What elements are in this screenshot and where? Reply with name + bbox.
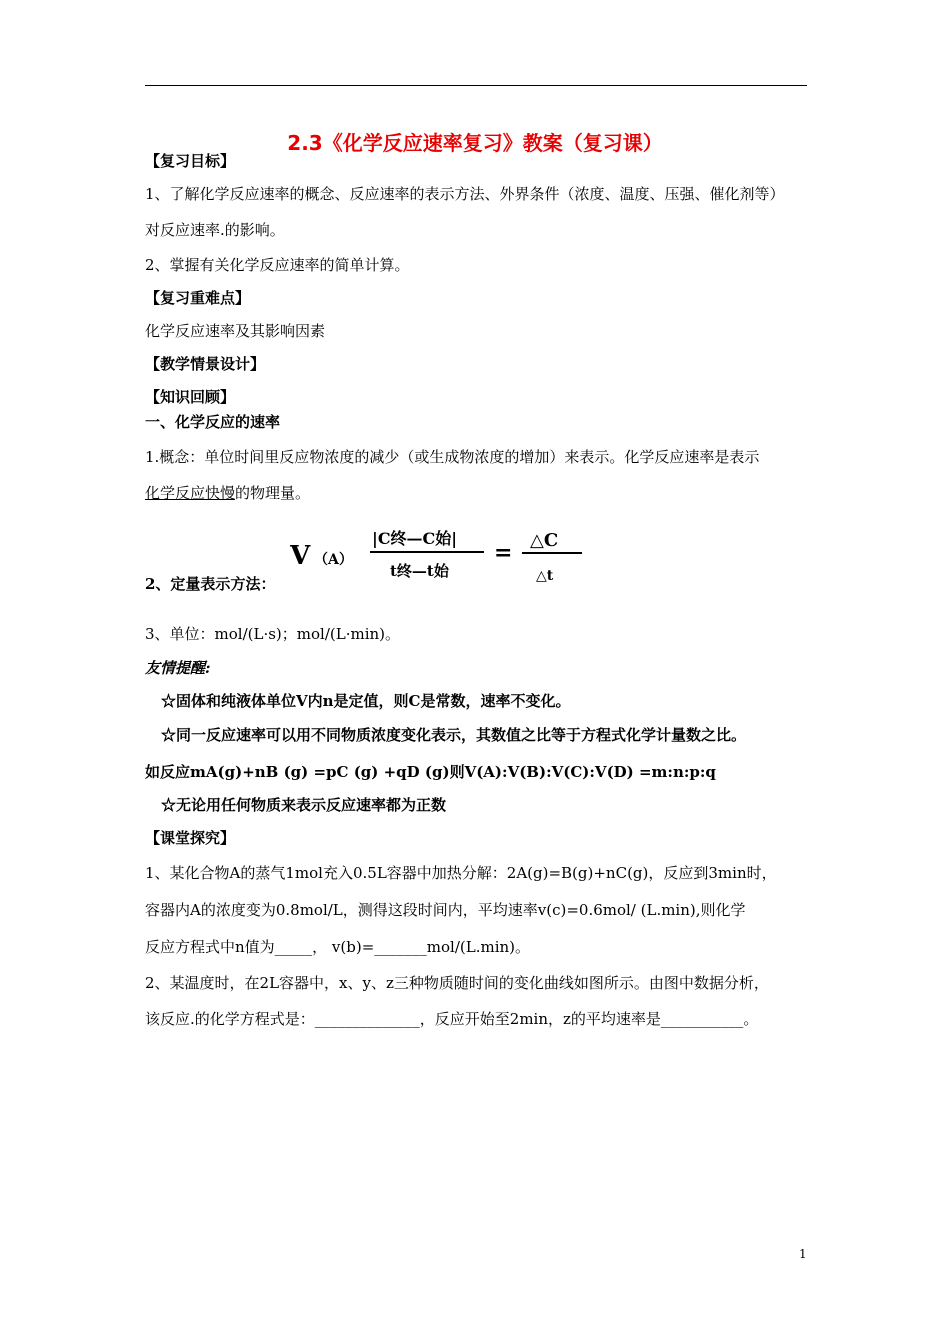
goals-heading: 【复习目标】: [145, 152, 236, 170]
quant-label: 2、定量表示方法：: [145, 575, 276, 593]
question-1-line-a: 1、某化合物A的蒸气1mol充入0.5L容器中加热分解：2A(g)=B(g)+nC(g)，反应到3min时，: [145, 864, 777, 882]
header-rule: [145, 85, 807, 86]
tip-1: ☆固体和纯液体单位V内n是定值，则C是常数，速率不变化。: [161, 692, 571, 710]
formula-denominator: t终—t始: [390, 562, 449, 580]
question-1-line-c: 反应方程式中n值为_____， v(b)=_______mol/(L.min)。: [145, 938, 530, 956]
question-2-line-a: 2、某温度时，在2L容器中，x、y、z三种物质随时间的变化曲线如图所示。由图中数据分析，: [145, 974, 769, 992]
concept-line-b: [145, 486, 310, 501]
question-2-line-b: 该反应.的化学方程式是：______________，反应开始至2min，z的平均速率是___________。: [145, 1010, 759, 1028]
review-heading: 【知识回顾】: [145, 388, 236, 406]
goal-2: 2、掌握有关化学反应速率的简单计算。: [145, 256, 410, 274]
formula-a: （A）: [314, 552, 353, 568]
section-1-heading: 一、化学反应的速率: [145, 413, 281, 431]
reminder-label: 友情提醒:: [145, 659, 211, 677]
unit-line: 3、单位：mol/(L·s)；mol/(L·min)。: [145, 625, 401, 643]
concept-line-a: 1.概念：单位时间里反应物浓度的减少（或生成物浓度的增加）来表示。化学反应速率是表示: [145, 448, 760, 466]
question-1-line-b: 容器内A的浓度变为0.8mol/L，测得这段时间内，平均速率v(c)=0.6mol/ (L.min),则化学: [145, 901, 746, 919]
formula-equals: =: [494, 540, 513, 566]
goal-1-line-a: 1、了解化学反应速率的概念、反应速率的表示方法、外界条件（浓度、温度、压强、催化剂等）: [145, 185, 785, 203]
formula-numerator: |C终—C始|: [372, 529, 458, 548]
design-heading: 【教学情景设计】: [145, 355, 266, 373]
goal-1-line-b: 对反应速率.的影响。: [145, 221, 285, 239]
key-text: 化学反应速率及其影响因素: [145, 322, 326, 340]
key-heading: 【复习重难点】: [145, 289, 251, 307]
formula-delta-c: △C: [530, 530, 559, 551]
concept-underlined: 化学反应快慢: [145, 484, 236, 502]
explore-heading: 【课堂探究】: [145, 829, 236, 847]
page-title: 2.3《化学反应速率复习》教案（复习课）: [287, 131, 663, 155]
tip-3: ☆无论用任何物质来表示反应速率都为正数: [161, 796, 447, 814]
tip-2: ☆同一反应速率可以用不同物质浓度变化表示，其数值之比等于方程式化学计量数之比。: [161, 726, 747, 744]
formula-v: V: [290, 541, 311, 571]
formula-delta-t: △t: [536, 568, 554, 584]
page-number: 1: [799, 1247, 807, 1261]
example-line: 如反应mA(g)+nB (g) =pC (g) +qD (g)则V(A):V(B):V(C):V(D) =m:n:p:q: [145, 763, 716, 781]
rate-formula: [290, 520, 590, 588]
concept-rest: 的物理量。: [235, 484, 311, 502]
